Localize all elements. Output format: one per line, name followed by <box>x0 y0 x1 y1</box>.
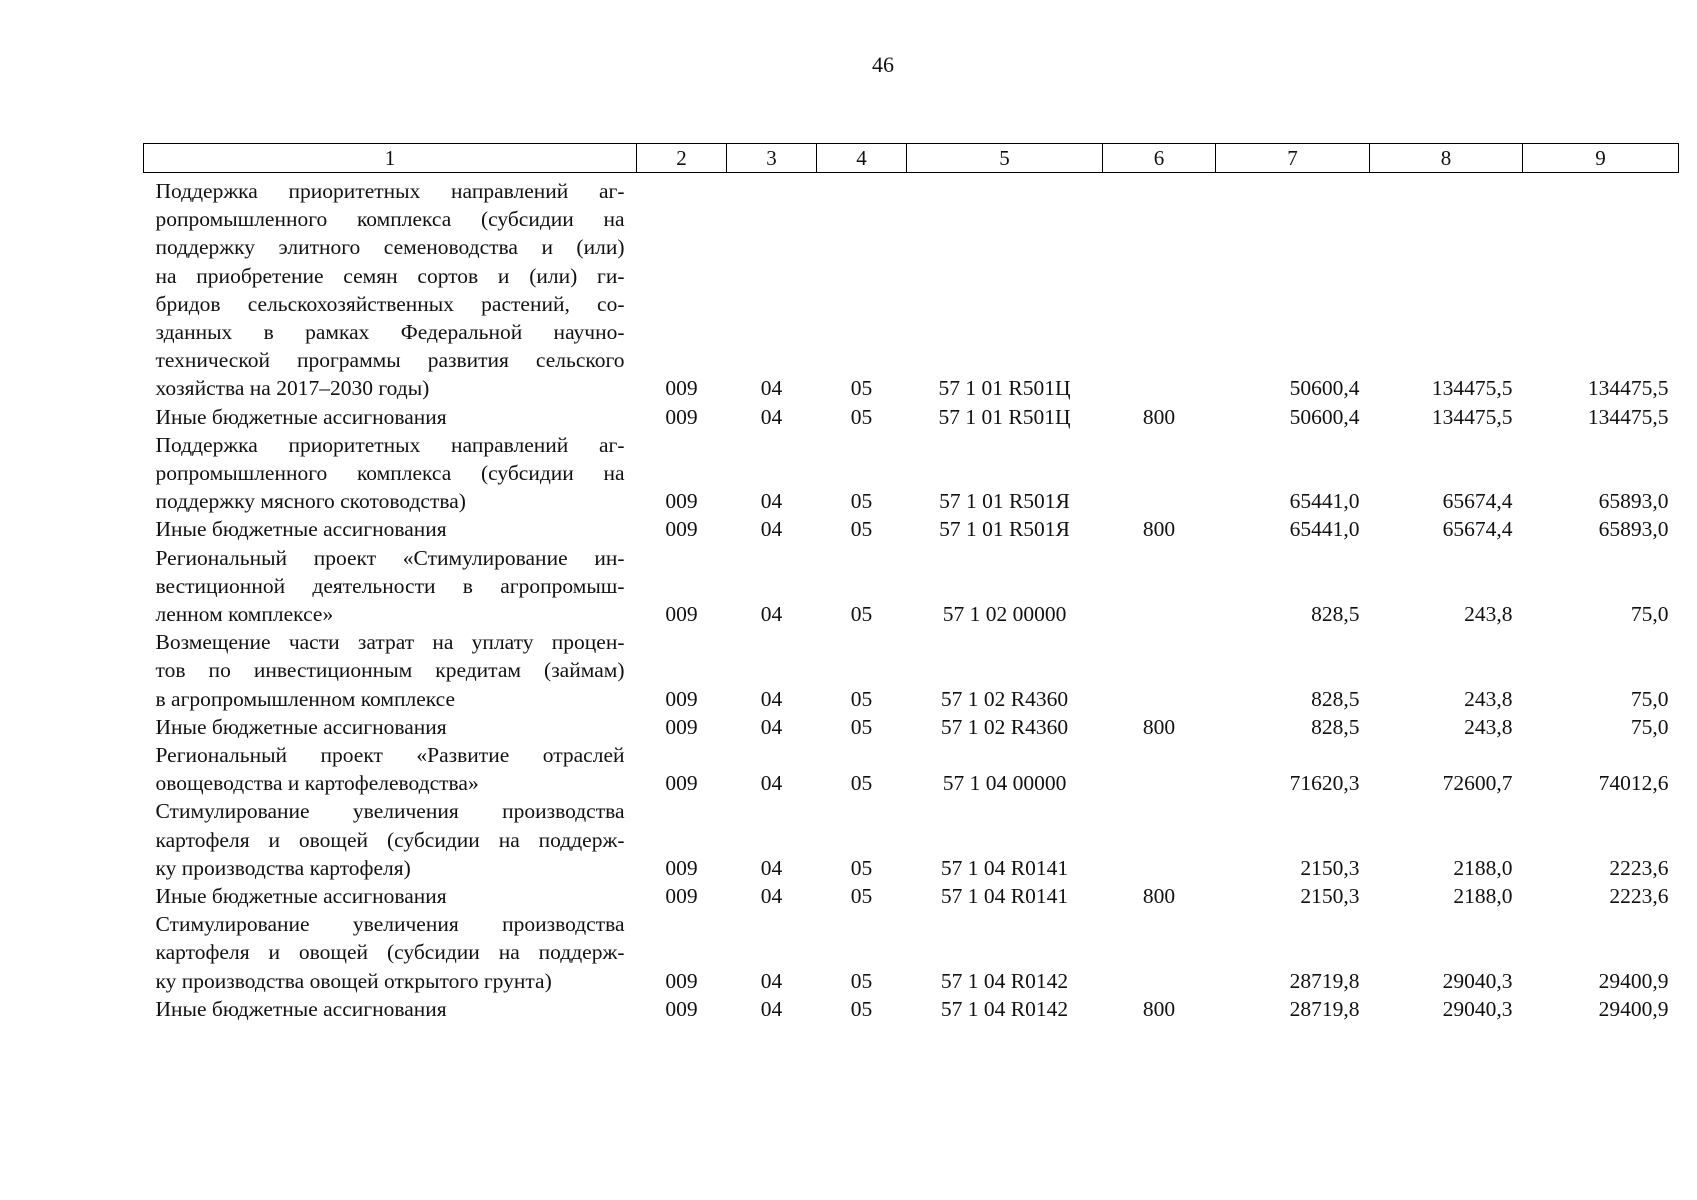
amount-cell: 71620,3 <box>1289 771 1360 796</box>
target-article-cell: 57 1 01 R501Ц <box>938 376 1071 401</box>
description-line: технической программы развития сельского <box>155 348 625 373</box>
column-header: 6 <box>1103 144 1216 173</box>
row-description <box>144 403 637 431</box>
subsection-code-cell: 05 <box>850 686 873 711</box>
column-number-header-row <box>144 144 1679 173</box>
description-line: ропромышленного комплекса (субсидии на <box>155 207 625 232</box>
description-line: поддержку элитного семеноводства и (или) <box>155 235 625 260</box>
amount-cell: 29040,3 <box>1442 968 1513 993</box>
expense-type-cell <box>1103 741 1216 797</box>
expense-type-cell: 800 <box>1142 714 1176 739</box>
target-article-cell: 57 1 02 R4360 <box>940 714 1069 739</box>
ministry-code-cell: 009 <box>665 686 698 711</box>
amount-cell: 243,8 <box>1464 686 1513 711</box>
description-line: вестиционной деятельности в агропромыш- <box>155 573 625 598</box>
row-description <box>144 741 637 797</box>
section-code-cell: 04 <box>760 404 783 429</box>
table-row <box>144 910 1679 995</box>
column-header: 9 <box>1523 144 1679 173</box>
row-description <box>144 797 637 882</box>
description-line: картофеля и овощей (субсидии на поддерж- <box>155 827 625 852</box>
ministry-code-cell: 009 <box>665 884 698 909</box>
column-header: 5 <box>907 144 1103 173</box>
target-article-cell: 57 1 01 R501Я <box>939 489 1070 514</box>
section-code-cell: 04 <box>760 602 783 627</box>
amount-cell: 134475,5 <box>1587 404 1669 429</box>
table-row <box>144 515 1679 543</box>
target-article-cell: 57 1 04 R0142 <box>940 968 1069 993</box>
expense-type-cell: 800 <box>1142 884 1176 909</box>
description-line: хозяйства на 2017–2030 годы) <box>155 376 430 401</box>
subsection-code-cell: 05 <box>850 517 873 542</box>
row-description <box>144 713 637 741</box>
target-article-cell: 57 1 02 R4360 <box>940 686 1069 711</box>
description-line: ку производства овощей открытого грунта) <box>155 968 552 993</box>
amount-cell: 2223,6 <box>1609 855 1669 880</box>
amount-cell: 65674,4 <box>1442 517 1513 542</box>
ministry-code-cell: 009 <box>665 517 698 542</box>
description-line: ку производства картофеля) <box>155 855 411 880</box>
row-description <box>144 515 637 543</box>
row-description <box>144 882 637 910</box>
section-code-cell: 04 <box>760 517 783 542</box>
amount-cell: 50600,4 <box>1289 376 1360 401</box>
description-line: Иные бюджетные ассигнования <box>155 884 447 909</box>
table-row <box>144 713 1679 741</box>
target-article-cell: 57 1 02 00000 <box>942 602 1067 627</box>
amount-cell: 75,0 <box>1630 686 1669 711</box>
section-code-cell: 04 <box>760 884 783 909</box>
description-line: Иные бюджетные ассигнования <box>155 517 447 542</box>
amount-cell: 29400,9 <box>1598 996 1669 1021</box>
ministry-code-cell: 009 <box>665 771 698 796</box>
budget-table <box>143 143 1679 1023</box>
description-line: Региональный проект «Развитие отраслей <box>155 743 625 768</box>
subsection-code-cell: 05 <box>850 602 873 627</box>
section-code-cell: 04 <box>760 489 783 514</box>
amount-cell: 65893,0 <box>1598 517 1669 542</box>
description-line: зданных в рамках Федеральной научно- <box>155 320 625 345</box>
amount-cell: 75,0 <box>1630 714 1669 739</box>
subsection-code-cell: 05 <box>850 996 873 1021</box>
table-row <box>144 403 1679 431</box>
amount-cell: 2188,0 <box>1453 855 1513 880</box>
row-description <box>144 628 637 713</box>
subsection-code-cell: 05 <box>850 968 873 993</box>
amount-cell: 65441,0 <box>1289 489 1360 514</box>
section-code-cell: 04 <box>760 686 783 711</box>
amount-cell: 29040,3 <box>1442 996 1513 1021</box>
amount-cell: 28719,8 <box>1289 968 1360 993</box>
section-code-cell: 04 <box>760 855 783 880</box>
expense-type-cell: 800 <box>1142 517 1176 542</box>
column-header: 4 <box>817 144 907 173</box>
row-description <box>144 910 637 995</box>
description-line: Иные бюджетные ассигнования <box>155 996 447 1021</box>
ministry-code-cell: 009 <box>665 714 698 739</box>
section-code-cell: 04 <box>760 968 783 993</box>
amount-cell: 75,0 <box>1630 602 1669 627</box>
expense-type-cell <box>1103 628 1216 713</box>
expense-type-cell <box>1103 173 1216 403</box>
row-description <box>144 544 637 629</box>
ministry-code-cell: 009 <box>665 376 698 401</box>
subsection-code-cell: 05 <box>850 404 873 429</box>
target-article-cell: 57 1 01 R501Я <box>939 517 1070 542</box>
section-code-cell: 04 <box>760 714 783 739</box>
ministry-code-cell: 009 <box>665 489 698 514</box>
description-line: Возмещение части затрат на уплату процен- <box>155 630 625 655</box>
expense-type-cell <box>1103 797 1216 882</box>
description-line: ленном комплексе» <box>155 602 334 627</box>
amount-cell: 828,5 <box>1311 602 1360 627</box>
table-body <box>144 173 1679 1024</box>
amount-cell: 28719,8 <box>1289 996 1360 1021</box>
ministry-code-cell: 009 <box>665 855 698 880</box>
amount-cell: 2188,0 <box>1453 884 1513 909</box>
subsection-code-cell: 05 <box>850 884 873 909</box>
amount-cell: 828,5 <box>1311 686 1360 711</box>
amount-cell: 72600,7 <box>1442 771 1513 796</box>
target-article-cell: 57 1 04 R0141 <box>940 855 1069 880</box>
ministry-code-cell: 009 <box>665 602 698 627</box>
description-line: на приобретение семян сортов и (или) ги- <box>155 263 625 288</box>
amount-cell: 134475,5 <box>1431 404 1513 429</box>
expense-type-cell: 800 <box>1142 404 1176 429</box>
description-line: Региональный проект «Стимулирование ин- <box>155 545 625 570</box>
target-article-cell: 57 1 04 R0141 <box>940 884 1069 909</box>
expense-type-cell <box>1103 910 1216 995</box>
ministry-code-cell: 009 <box>665 996 698 1021</box>
table-row <box>144 882 1679 910</box>
subsection-code-cell: 05 <box>850 489 873 514</box>
ministry-code-cell: 009 <box>665 404 698 429</box>
column-header: 8 <box>1370 144 1523 173</box>
table-row <box>144 544 1679 629</box>
target-article-cell: 57 1 01 R501Ц <box>938 404 1071 429</box>
subsection-code-cell: 05 <box>850 771 873 796</box>
column-header: 7 <box>1216 144 1370 173</box>
table-row <box>144 173 1679 403</box>
description-line: картофеля и овощей (субсидии на поддерж- <box>155 940 625 965</box>
amount-cell: 50600,4 <box>1289 404 1360 429</box>
ministry-code-cell: 009 <box>665 968 698 993</box>
amount-cell: 243,8 <box>1464 602 1513 627</box>
description-line: Поддержка приоритетных направлений аг- <box>155 432 625 457</box>
page-number: 46 <box>872 52 894 77</box>
table-row <box>144 797 1679 882</box>
table-row <box>144 628 1679 713</box>
expense-type-cell <box>1103 544 1216 629</box>
target-article-cell: 57 1 04 R0142 <box>940 996 1069 1021</box>
amount-cell: 2150,3 <box>1300 855 1360 880</box>
amount-cell: 74012,6 <box>1598 771 1669 796</box>
row-description <box>144 995 637 1023</box>
amount-cell: 65441,0 <box>1289 517 1360 542</box>
table-row <box>144 995 1679 1023</box>
column-header: 3 <box>727 144 817 173</box>
amount-cell: 243,8 <box>1464 714 1513 739</box>
description-line: Поддержка приоритетных направлений аг- <box>155 179 625 203</box>
amount-cell: 65674,4 <box>1442 489 1513 514</box>
amount-cell: 2150,3 <box>1300 884 1360 909</box>
subsection-code-cell: 05 <box>850 714 873 739</box>
row-description <box>144 431 637 516</box>
subsection-code-cell: 05 <box>850 376 873 401</box>
section-code-cell: 04 <box>760 771 783 796</box>
description-line: бридов сельскохозяйственных растений, со- <box>155 291 625 316</box>
expense-type-cell: 800 <box>1142 996 1176 1021</box>
description-line: тов по инвестиционным кредитам (займам) <box>155 658 625 683</box>
description-line: овощеводства и картофелеводства» <box>155 771 479 796</box>
target-article-cell: 57 1 04 00000 <box>942 771 1067 796</box>
amount-cell: 2223,6 <box>1609 884 1669 909</box>
description-line: Иные бюджетные ассигнования <box>155 404 447 429</box>
description-line: ропромышленного комплекса (субсидии на <box>155 461 625 486</box>
description-line: Стимулирование увеличения производства <box>155 799 625 824</box>
amount-cell: 134475,5 <box>1431 376 1513 401</box>
description-line: поддержку мясного скотоводства) <box>155 489 466 514</box>
amount-cell: 65893,0 <box>1598 489 1669 514</box>
table-row <box>144 431 1679 516</box>
amount-cell: 134475,5 <box>1587 376 1669 401</box>
amount-cell: 29400,9 <box>1598 968 1669 993</box>
column-header: 2 <box>637 144 727 173</box>
subsection-code-cell: 05 <box>850 855 873 880</box>
expense-type-cell <box>1103 431 1216 516</box>
amount-cell: 828,5 <box>1311 714 1360 739</box>
description-line: Стимулирование увеличения производства <box>155 912 625 937</box>
column-header: 1 <box>144 144 637 173</box>
description-line: в агропромышленном комплексе <box>155 686 456 711</box>
section-code-cell: 04 <box>760 376 783 401</box>
row-description <box>144 173 637 403</box>
table-row <box>144 741 1679 797</box>
section-code-cell: 04 <box>760 996 783 1021</box>
description-line: Иные бюджетные ассигнования <box>155 714 447 739</box>
